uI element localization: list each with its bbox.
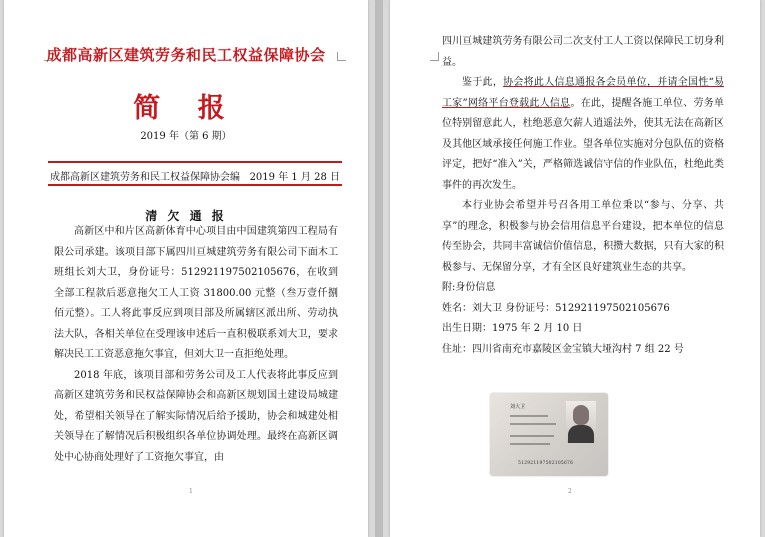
id-card-name: 刘大卫 (510, 404, 526, 410)
id-card-line (510, 423, 556, 425)
right-body (442, 32, 724, 360)
portrait-shoulders (568, 425, 594, 443)
body-paragraph: 本行业协会希望并号召各用工单位秉以“参与、分享、共享”的理念，积极参与协会信用信息平台建设，把本单位的信息传至协会，共同丰富诚信价值信息，积攒大数据，只有大家的积极参与、无保留分享，才有全区良好建筑业生态的共享。 (442, 200, 724, 273)
id-card-line (510, 435, 554, 437)
page-corner-mark (430, 52, 439, 61)
body-paragraph: 2018 年底，该项目部和劳务公司及工人代表将此事反应到高新区建筑劳务和民权益保障协会和高新区规划国土建设局城建处，希望相关领导在了解实际情况后给予援助，协会和城建处相关领导在了解情况后积极组织各单位协调处理。最终在高新区调处中心协商处理好了工资拖欠事宜，由 (54, 369, 338, 463)
id-card-portrait (566, 401, 596, 443)
document-page-left (4, 0, 368, 537)
publish-date: 2019 年 1 月 28 日 (249, 172, 340, 183)
continued-paragraph: 四川亘城建筑劳务有限公司二次支付工人工资以保障民工切身利益。 (442, 36, 724, 68)
paragraph-rest: 。在此，提醒各施工单位、劳务单位特别留意此人，杜绝恶意欠薪人逍遥法外，使其无法在高新区及其他区域承接任何施工作业。望各单位实施对分包队伍的资格评定，把好“准入”关，严格筛选诚信守信的作业队伍，杜绝此类事件的再次发生。 (442, 97, 725, 191)
organization-title: 成都高新区建筑劳务和民工权益保障协会 (46, 46, 326, 64)
portrait-head (573, 405, 589, 425)
attachment-label: 附:身份信息 (442, 282, 496, 293)
name-line: 姓名：刘大卫 身份证号：512921197502105676 (442, 302, 670, 314)
page-number: 1 (189, 488, 193, 495)
id-card-line (510, 443, 550, 445)
issue-number: 2019 年（第 6 期） (140, 131, 232, 142)
id-card-number: 512921197502105676 (518, 461, 574, 466)
body-paragraph: 高新区中和片区高新体育中心项目由中国建筑第四工程局有限公司承建。该项目部下属四川亘城建筑劳务有限公司下面木工班组长刘大卫，身份证号：512921197502105676，在收到全部工程款后恶意拖欠工人工资 31800.00 元整（叁万壹仟捌佰元整）。工人将此事反应到项目部及所属辖区派出所、劳动执法大队，各相关单位在受理该申述后一直积极联系刘大卫，要求解决民工工资恶意拖欠事宜，但刘大卫一直拒绝处理。 (54, 226, 338, 360)
page-gap (375, 0, 383, 537)
editor-name: 成都高新区建筑劳务和民工权益保障协会编 (50, 172, 240, 183)
id-card-photo (490, 393, 608, 476)
notice-body (54, 222, 338, 468)
body-paragraph (442, 73, 724, 196)
page-number: 2 (568, 488, 572, 495)
birth-line: 出生日期：1975 年 2 月 10 日 (442, 323, 583, 334)
red-rule-top (48, 161, 342, 163)
notice-heading: 清 欠 通 报 (145, 209, 227, 223)
address-line: 住址：四川省南充市嘉陵区金宝镇大垭沟村 7 组 22 号 (442, 343, 684, 355)
paragraph-lead: 鉴于此， (462, 77, 504, 88)
bulletin-title: 简 报 (133, 93, 239, 124)
red-rule-bottom (48, 184, 342, 186)
editor-line (50, 168, 340, 183)
id-card-line (510, 415, 548, 417)
underlined-text: 协会将此人信息通报各会员单位，并请全国性“易工家”网络平台登载此人信息 (442, 77, 724, 109)
